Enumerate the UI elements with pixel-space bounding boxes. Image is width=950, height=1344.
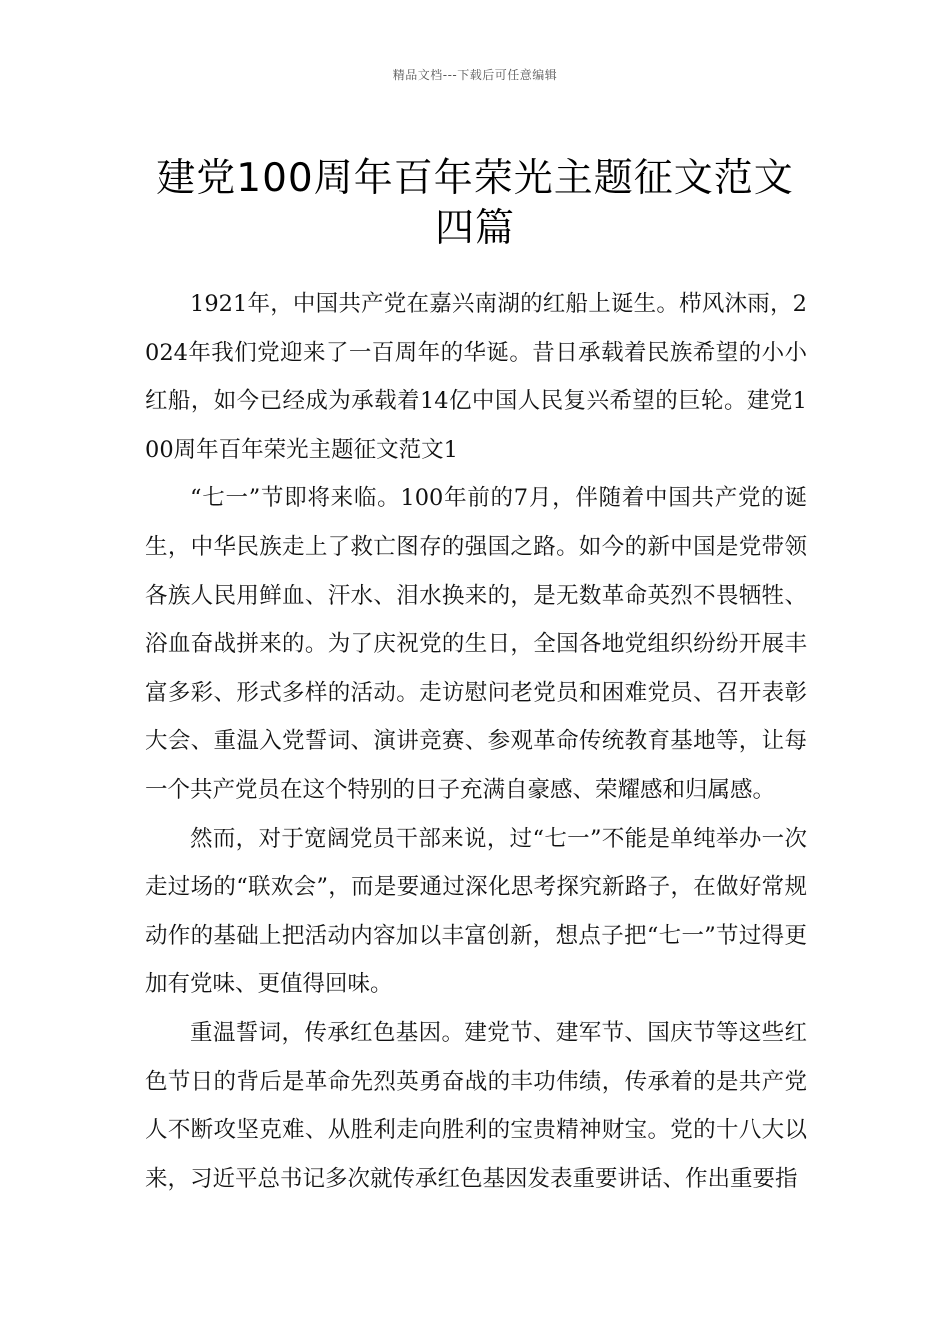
document-body bbox=[145, 280, 807, 1203]
paragraph-qiyi: “七一”节即将来临。100年前的7月，伴随着中国共产党的诞生，中华民族走上了救亡图存的强国之路。如今的新中国是党带领各族人民用鲜血、汗水、泪水换来的，是无数革命英烈不畏牺牲、浴血奋战拼来的。为了庆祝党的生日，全国各地党组织纷纷开展丰富多彩、形式多样的活动。走访慰问老党员和困难党员、召开表彰大会、重温入党誓词、演讲竞赛、参观革命传统教育基地等，让每一个共产党员在这个特别的日子充满自豪感、荣耀感和归属感。 bbox=[145, 485, 807, 803]
header-note: 精品文档---下载后可任意编辑 bbox=[392, 68, 558, 82]
paragraph-intro: 1921年，中国共产党在嘉兴南湖的红船上诞生。栉风沐雨，2024年我们党迎来了一百周年的华诞。昔日承载着民族希望的小小红船，如今已经成为承载着14亿中国人民复兴希望的巨轮。建党100周年百年荣光主题征文范文1 bbox=[145, 291, 807, 463]
paragraph-oath: 重温誓词，传承红色基因。建党节、建军节、国庆节等这些红色节日的背后是革命先烈英勇奋战的丰功伟绩，传承着的是共产党人不断攻坚克难、从胜利走向胜利的宝贵精神财宝。党的十八大以来，习近平总书记多次就传承红色基因发表重要讲话、作出重要指 bbox=[145, 1019, 807, 1192]
document-title: 建党100周年百年荣光主题征文范文四篇 bbox=[156, 156, 794, 252]
paragraph-however: 然而，对于宽阔党员干部来说，过“七一”不能是单纯举办一次走过场的“联欢会”，而是要通过深化思考探究新路子，在做好常规动作的基础上把活动内容加以丰富创新，想点子把“七一”节过得更加有党味、更值得回味。 bbox=[145, 825, 807, 998]
